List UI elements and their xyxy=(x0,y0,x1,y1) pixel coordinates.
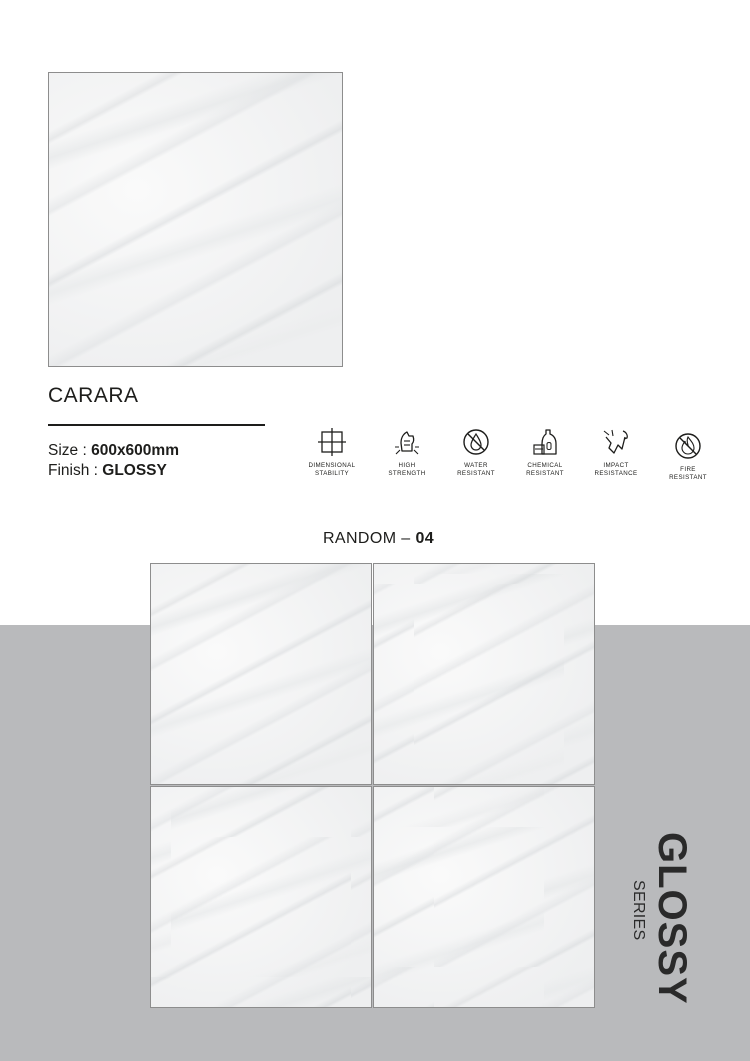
feature-label-line2: STABILITY xyxy=(314,470,350,477)
spec-size xyxy=(48,442,179,460)
finish-label: Finish : xyxy=(48,462,103,479)
title-divider xyxy=(48,424,265,426)
feature-fire-resistant xyxy=(657,431,719,482)
feature-label-line2: RESISTANT xyxy=(457,470,495,477)
random-tile-3 xyxy=(150,786,372,1008)
random-label: RANDOM – xyxy=(322,530,416,547)
random-number: 04 xyxy=(415,530,435,547)
random-tile-1 xyxy=(150,563,372,785)
spec-finish xyxy=(48,462,167,480)
feature-label-line2: RESISTANT xyxy=(526,470,564,477)
feature-label-line2: RESISTANCE xyxy=(594,470,638,477)
feature-label-line1: HIGH xyxy=(398,462,416,469)
fire-resistant-icon xyxy=(673,431,703,461)
dimensional-stability-icon xyxy=(317,427,347,457)
water-resistant-icon xyxy=(461,427,491,457)
feature-label-line1: IMPACT xyxy=(603,462,629,469)
size-label: Size : xyxy=(48,442,92,459)
feature-label-line2: RESISTANT xyxy=(669,474,707,481)
feature-label-line1: CHEMICAL xyxy=(527,462,563,469)
random-tile-4 xyxy=(373,786,595,1008)
random-caption xyxy=(0,530,750,548)
feature-dimensional-stability xyxy=(301,427,363,478)
feature-label-line1: WATER xyxy=(464,462,488,469)
random-tile-2 xyxy=(373,563,595,785)
feature-high-strength xyxy=(376,427,438,478)
series-label xyxy=(630,832,694,1005)
feature-chemical-resistant xyxy=(514,427,576,478)
series-name: GLOSSY xyxy=(650,832,694,1005)
product-name: CARARA xyxy=(48,384,139,407)
feature-label-line1: FIRE xyxy=(680,466,696,473)
feature-label-line1: DIMENSIONAL xyxy=(308,462,356,469)
main-tile-image xyxy=(48,72,343,367)
feature-label-line2: STRENGTH xyxy=(388,470,426,477)
chemical-resistant-icon xyxy=(530,427,560,457)
size-value: 600x600mm xyxy=(91,442,179,459)
feature-water-resistant xyxy=(445,427,507,478)
high-strength-icon xyxy=(392,427,422,457)
feature-impact-resistance xyxy=(585,427,647,478)
impact-resistance-icon xyxy=(601,427,631,457)
finish-value: GLOSSY xyxy=(102,462,167,479)
series-suffix: SERIES xyxy=(630,880,647,941)
